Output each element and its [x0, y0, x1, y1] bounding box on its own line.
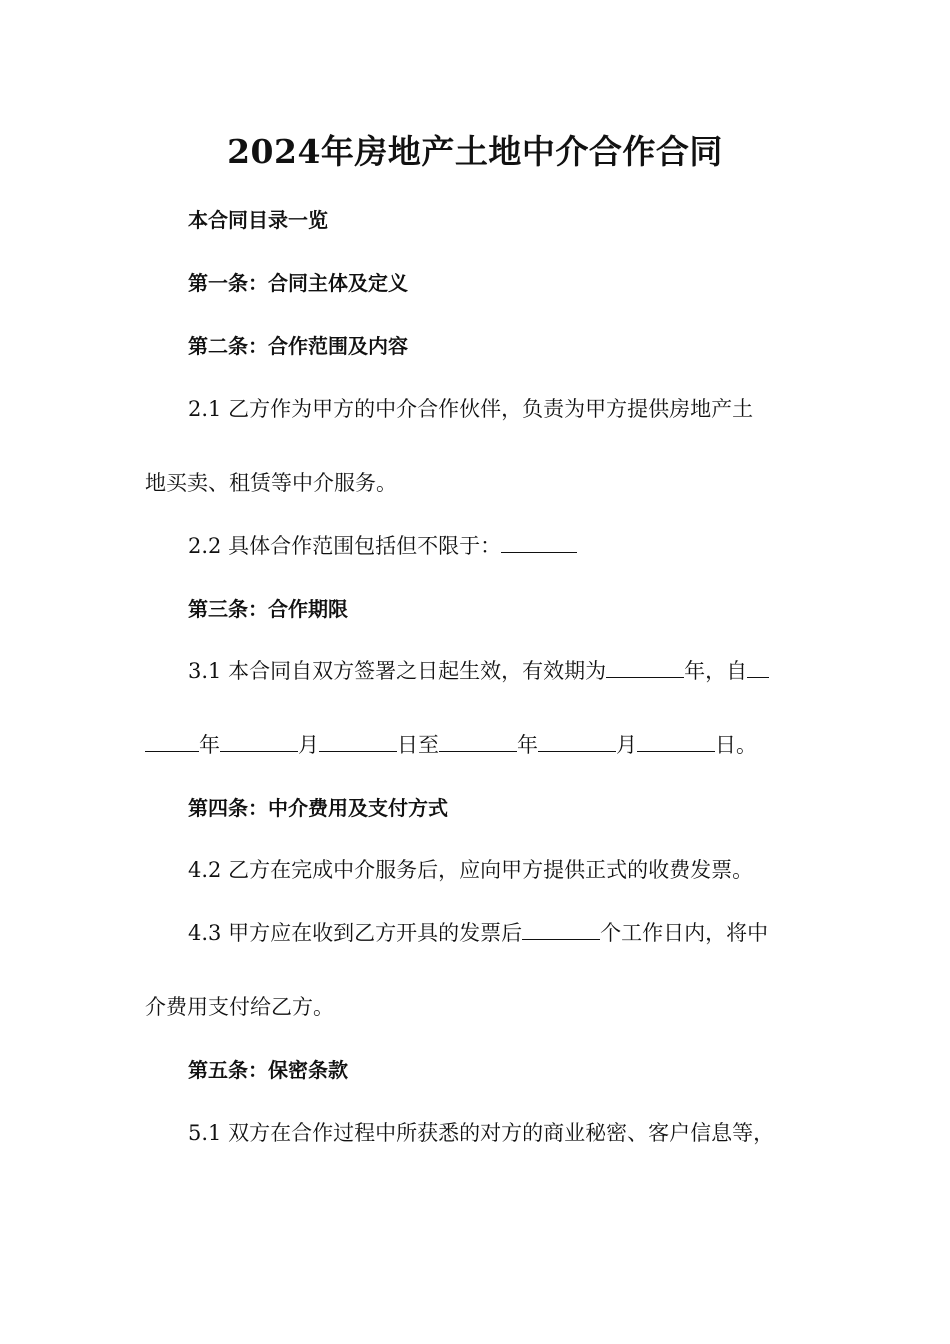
clause-2-1-line-2: 地买卖、租赁等中介服务。 [145, 471, 397, 495]
label-month-1: 月 [298, 733, 319, 757]
blank-start-year-part [747, 656, 769, 678]
blank-end-year [439, 730, 517, 752]
clause-4-2: 4.2 乙方在完成中介服务后，应向甲方提供正式的收费发票。 [188, 858, 754, 882]
blank-years [606, 656, 684, 678]
clause-4-3-line-1 [188, 918, 768, 948]
blank-start-year [145, 730, 199, 752]
article-1-heading: 第一条：合同主体及定义 [188, 271, 408, 295]
label-year-1: 年 [199, 733, 220, 757]
label-day-to: 日至 [397, 733, 439, 757]
clause-2-2 [188, 531, 577, 561]
label-year-2: 年 [517, 733, 538, 757]
clause-2-1-line-1: 2.1 乙方作为甲方的中介合作伙伴，负责为甲方提供房地产土 [188, 397, 754, 421]
blank-start-month [220, 730, 298, 752]
clause-3-1-line-1 [188, 656, 769, 686]
clause-3-1-line-2 [145, 730, 757, 760]
blank-start-day [319, 730, 397, 752]
blank-scope [501, 531, 577, 553]
label-month-2: 月 [616, 733, 637, 757]
clause-3-1-text: 3.1 本合同自双方签署之日起生效，有效期为 [188, 659, 607, 683]
document-title: 2024年房地产土地中介合作合同 [227, 132, 723, 171]
label-day-end: 日。 [715, 733, 757, 757]
article-2-heading: 第二条：合作范围及内容 [188, 334, 408, 358]
clause-2-2-text: 2.2 具体合作范围包括但不限于： [188, 534, 502, 558]
clause-3-1-year-label: 年，自 [684, 659, 748, 683]
clause-5-1-line-1: 5.1 双方在合作过程中所获悉的对方的商业秘密、客户信息等， [188, 1121, 775, 1145]
article-3-heading: 第三条：合作期限 [188, 597, 348, 621]
clause-4-3-text-cont: 个工作日内，将中 [600, 921, 769, 945]
clause-4-3-line-2: 介费用支付给乙方。 [145, 995, 334, 1019]
toc-heading: 本合同目录一览 [188, 208, 328, 232]
blank-working-days [522, 918, 600, 940]
article-5-heading: 第五条：保密条款 [188, 1058, 348, 1082]
article-4-heading: 第四条：中介费用及支付方式 [188, 796, 448, 820]
clause-4-3-text: 4.3 甲方应在收到乙方开具的发票后 [188, 921, 523, 945]
blank-end-day [637, 730, 715, 752]
blank-end-month [538, 730, 616, 752]
